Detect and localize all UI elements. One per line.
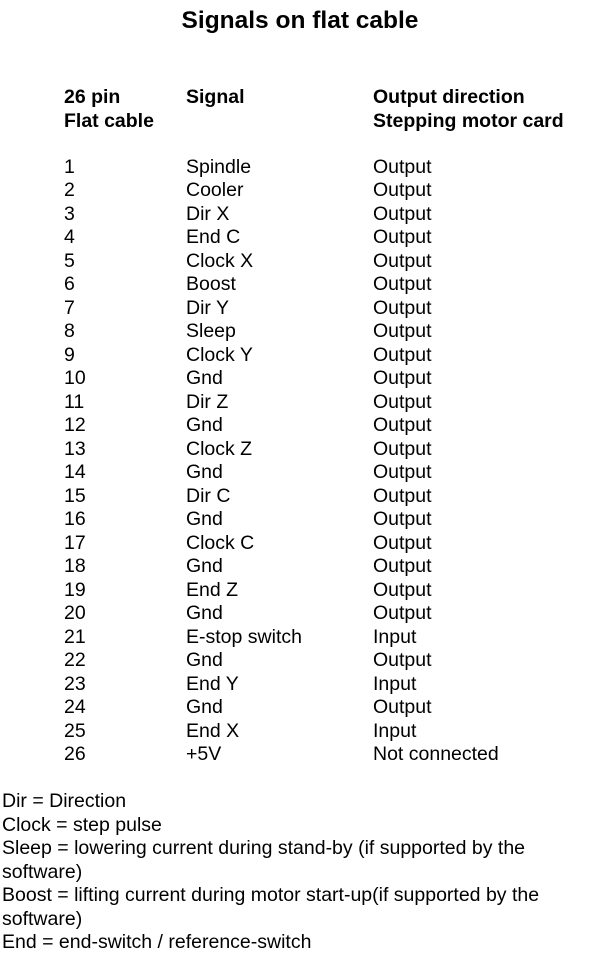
direction-cell: Output — [373, 343, 432, 366]
pin-cell: 2 — [64, 179, 75, 201]
pin-cell: 17 — [64, 531, 86, 554]
pin-cell: 9 — [64, 343, 75, 366]
signal-cell: Dir X — [186, 202, 230, 225]
direction-cell: Not connected — [373, 743, 499, 765]
direction-cell: Output — [373, 578, 432, 601]
header-direction-line1: Output direction — [373, 86, 525, 108]
pin-cell: 22 — [64, 649, 86, 671]
pin-cell: 19 — [64, 578, 86, 601]
direction-cell: Output — [373, 602, 432, 624]
direction-cell: Output — [373, 461, 432, 483]
direction-cell: Output — [373, 508, 432, 530]
table-row — [64, 602, 600, 626]
pin-cell: 14 — [64, 461, 86, 483]
signal-cell: Spindle — [186, 155, 252, 178]
table-row — [64, 696, 600, 720]
table-row — [64, 649, 600, 673]
pin-cell: 5 — [64, 249, 75, 272]
direction-cell: Output — [373, 696, 432, 718]
direction-cell: Output — [373, 155, 432, 178]
signal-cell: E-stop switch — [186, 625, 302, 648]
table-row — [64, 320, 600, 344]
signal-cell: Clock Z — [186, 437, 253, 460]
table-row — [64, 508, 600, 532]
note: Boost = lifting current during motor start-up(if supported by the software) — [2, 884, 540, 930]
header-direction-column — [373, 86, 600, 133]
table-row — [64, 461, 600, 485]
table-row — [64, 438, 600, 462]
direction-cell: Output — [373, 390, 432, 413]
table-row — [64, 414, 600, 438]
document-page — [0, 6, 600, 963]
direction-cell: Output — [373, 555, 432, 577]
signal-cell: Gnd — [186, 508, 223, 530]
table-row — [64, 250, 600, 274]
header-direction-line2: Stepping motor card — [373, 109, 564, 132]
direction-cell: Output — [373, 202, 432, 225]
signal-cell: Gnd — [186, 414, 223, 436]
pin-cell: 12 — [64, 414, 86, 436]
header-pin-line2: Flat cable — [64, 109, 154, 132]
table-row — [64, 391, 600, 415]
header-pin-line1: 26 pin — [64, 86, 121, 108]
signal-cell: Clock C — [186, 531, 255, 554]
pin-cell: 15 — [64, 484, 86, 507]
signal-cell: End X — [186, 719, 240, 742]
direction-cell: Input — [373, 672, 417, 695]
notes — [2, 790, 594, 955]
direction-cell: Input — [373, 625, 417, 648]
pin-cell: 3 — [64, 202, 75, 225]
pin-cell: 18 — [64, 555, 86, 577]
table-row — [64, 555, 600, 579]
signal-cell: Clock Y — [186, 343, 253, 366]
table-row — [64, 532, 600, 556]
signal-cell: Gnd — [186, 649, 223, 671]
pin-cell: 11 — [64, 390, 85, 413]
table-row — [64, 156, 600, 180]
pin-cell: 20 — [64, 602, 86, 624]
table-row — [64, 485, 600, 509]
table-row — [64, 179, 600, 203]
pin-cell: 24 — [64, 696, 86, 718]
note: Sleep = lowering current during stand-by (if supported by the software) — [2, 837, 526, 883]
signal-cell: End C — [186, 226, 241, 248]
table-row — [64, 273, 600, 297]
direction-cell: Output — [373, 273, 432, 295]
note: End = end-switch / reference-switch — [2, 931, 312, 953]
direction-cell: Output — [373, 226, 432, 248]
page-title: Signals on flat cable — [181, 7, 419, 34]
direction-cell: Output — [373, 649, 432, 671]
table-row — [64, 344, 600, 368]
pin-cell: 23 — [64, 672, 86, 695]
direction-cell: Output — [373, 484, 432, 507]
pin-cell: 21 — [64, 625, 86, 648]
signal-cell: Gnd — [186, 696, 223, 718]
signal-cell: Dir Z — [186, 390, 229, 413]
direction-cell: Output — [373, 367, 432, 389]
table-row — [64, 367, 600, 391]
pin-cell: 8 — [64, 320, 75, 342]
signal-cell: Clock X — [186, 249, 254, 272]
signal-cell: Gnd — [186, 555, 223, 577]
signal-cell: Sleep — [186, 320, 236, 342]
table-row — [64, 673, 600, 697]
signal-cell: End Y — [186, 672, 239, 695]
signal-cell: Dir C — [186, 484, 231, 507]
pin-cell: 4 — [64, 226, 75, 248]
table-row — [64, 626, 600, 650]
pin-cell: 25 — [64, 719, 86, 742]
direction-cell: Output — [373, 414, 432, 436]
direction-cell: Output — [373, 437, 432, 460]
table-row — [64, 297, 600, 321]
table-row — [64, 226, 600, 250]
table-row — [64, 720, 600, 744]
table-row — [64, 743, 600, 767]
table-header — [64, 86, 600, 133]
pin-cell: 26 — [64, 743, 86, 765]
direction-cell: Output — [373, 531, 432, 554]
pin-cell: 1 — [64, 155, 75, 178]
pin-table — [64, 86, 600, 767]
table-row — [64, 203, 600, 227]
pin-table-body — [64, 156, 600, 767]
signal-cell: +5V — [186, 743, 222, 765]
direction-cell: Output — [373, 296, 432, 319]
table-row — [64, 579, 600, 603]
signal-cell: Dir Y — [186, 296, 229, 319]
signal-cell: Boost — [186, 273, 236, 295]
signal-cell: Gnd — [186, 602, 223, 624]
header-pin-column — [64, 86, 186, 133]
direction-cell: Output — [373, 320, 432, 342]
signal-cell: End Z — [186, 578, 239, 601]
pin-cell: 7 — [64, 296, 75, 319]
pin-cell: 6 — [64, 273, 75, 295]
header-signal-label: Signal — [186, 86, 245, 108]
signal-cell: Cooler — [186, 179, 244, 201]
signal-cell: Gnd — [186, 461, 223, 483]
pin-cell: 10 — [64, 367, 86, 389]
note: Dir = Direction — [2, 790, 127, 812]
header-signal-column — [186, 86, 373, 110]
signal-cell: Gnd — [186, 367, 223, 389]
direction-cell: Input — [373, 719, 417, 742]
direction-cell: Output — [373, 179, 432, 201]
direction-cell: Output — [373, 249, 432, 272]
pin-cell: 13 — [64, 437, 86, 460]
pin-cell: 16 — [64, 508, 86, 530]
note: Clock = step pulse — [2, 813, 162, 836]
